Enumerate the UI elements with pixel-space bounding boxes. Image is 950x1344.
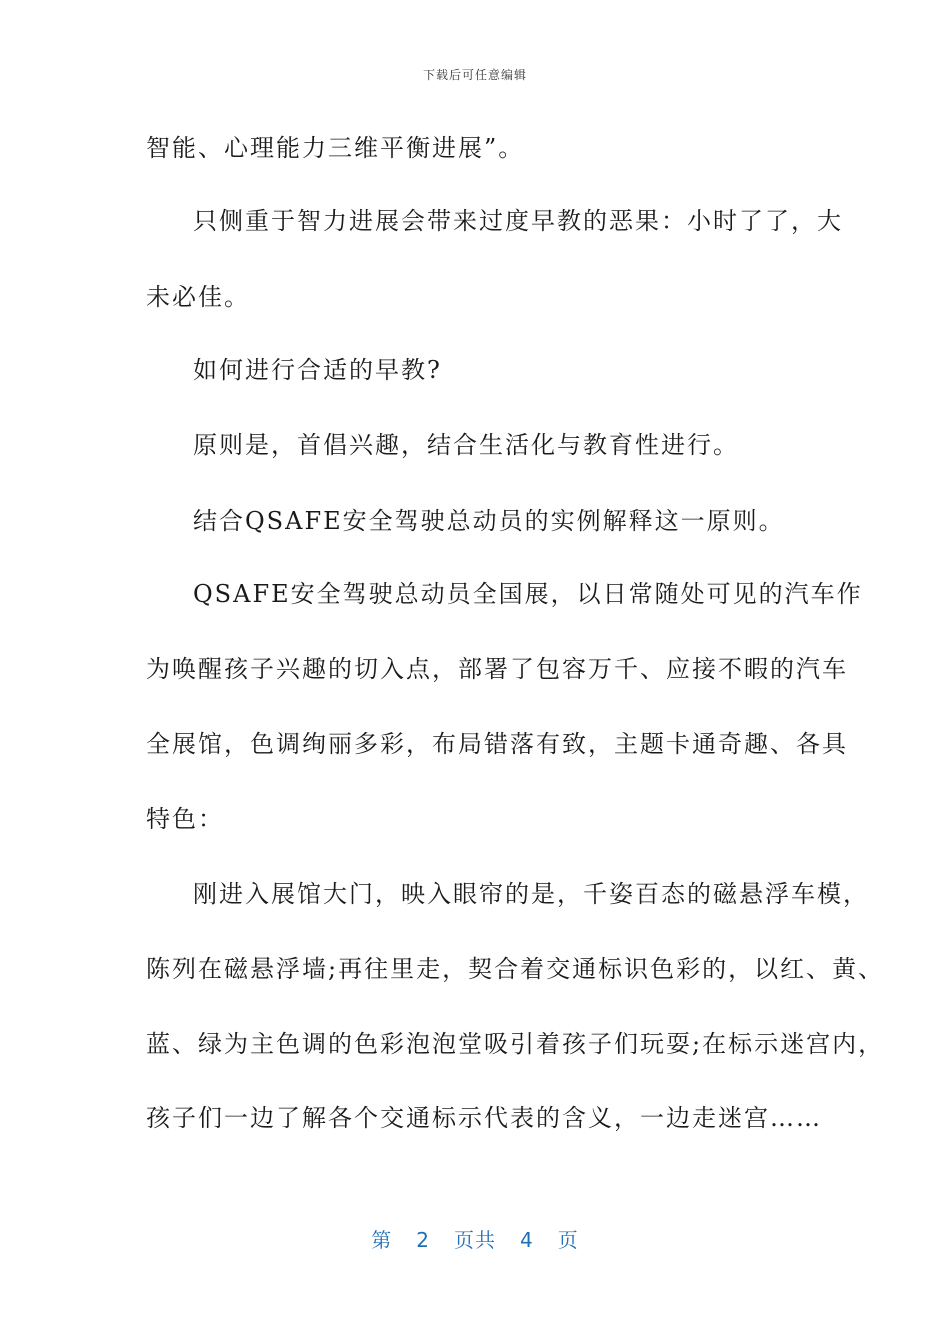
footer-label-di: 第 [371, 1228, 393, 1252]
body-line-10: 特色： [146, 805, 224, 833]
body-line-6: 结合QSAFE安全驾驶总动员的实例解释这一原则。 [193, 507, 785, 535]
body-line-2: 只侧重于智力进展会带来过度早教的恶果：小时了了，大 [193, 207, 843, 235]
body-line-3: 未必佳。 [146, 283, 250, 311]
body-line-7: QSAFE安全驾驶总动员全国展，以日常随处可见的汽车作 [193, 580, 863, 608]
body-line-1: 智能、心理能力三维平衡进展”。 [146, 134, 525, 162]
body-line-5: 原则是，首倡兴趣，结合生活化与教育性进行。 [193, 431, 739, 459]
body-line-8: 为唤醒孩子兴趣的切入点，部署了包容万千、应接不暇的汽车 [146, 655, 848, 683]
body-line-13: 蓝、绿为主色调的色彩泡泡堂吸引着孩子们玩耍;在标示迷宫内， [146, 1030, 885, 1058]
body-line-11: 刚进入展馆大门，映入眼帘的是，千姿百态的磁悬浮车模， [193, 880, 869, 908]
page-footer [0, 1224, 950, 1253]
footer-label-ye-gong: 页共 [454, 1228, 496, 1252]
body-line-14: 孩子们一边了解各个交通标示代表的含义，一边走迷宫…… [146, 1104, 822, 1132]
body-line-4: 如何进行合适的早教? [193, 356, 442, 384]
body-line-9: 全展馆，色调绚丽多彩，布局错落有致，主题卡通奇趣、各具 [146, 730, 848, 758]
footer-label-ye: 页 [557, 1228, 579, 1252]
header-note: 下载后可任意编辑 [422, 68, 527, 82]
footer-current-page: 2 [416, 1228, 430, 1252]
footer-total-pages: 4 [520, 1228, 534, 1252]
body-line-12: 陈列在磁悬浮墙;再往里走，契合着交通标识色彩的，以红、黄、 [146, 955, 885, 983]
